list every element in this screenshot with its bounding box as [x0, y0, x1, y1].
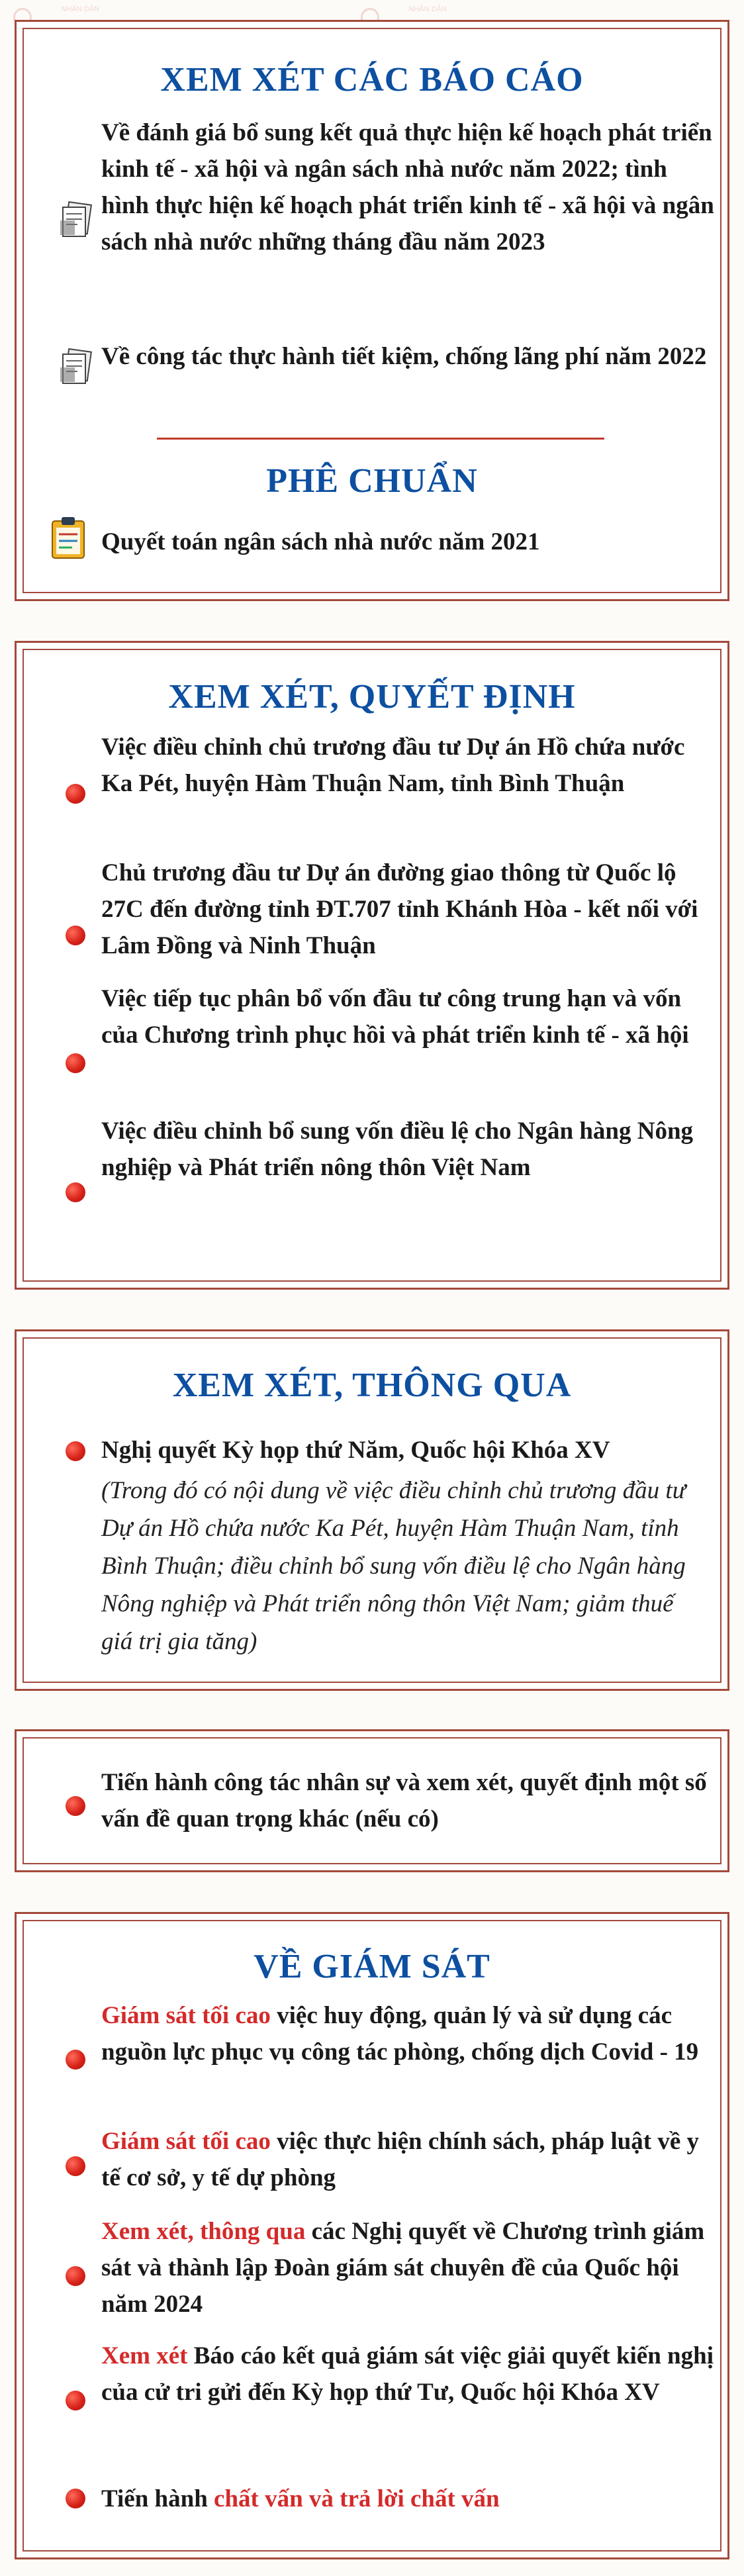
bullet-dot: [66, 1796, 85, 1816]
bullet-dot: [66, 2489, 85, 2508]
approve-item: Quyết toán ngân sách nhà nước năm 2021: [101, 528, 540, 555]
bullet-dot: [66, 1441, 85, 1461]
bullet-dot: [66, 2156, 85, 2176]
supervision-item-4-text: Báo cáo kết quả giám sát việc giải quyết kiến nghị của cử tri gửi đến Kỳ họp thứ Tư, Quốc hội Khóa XV: [101, 2342, 714, 2406]
decide-title: XEM XÉT, QUYẾT ĐỊNH: [168, 678, 576, 716]
decide-section: [15, 641, 729, 1290]
supervision-item-4: [101, 2338, 717, 2410]
supervision-item-1-text: việc huy động, quản lý và sử dụng các nguồn lực phục vụ công tác phòng, chống dịch Covid - 19: [101, 2002, 699, 2066]
watermark-logo: NHÂN DÂN: [13, 5, 99, 32]
bullet-dot: [66, 2050, 85, 2070]
watermark-logo: NHÂN DÂN: [361, 5, 447, 32]
supervision-item-2: [101, 2123, 717, 2196]
section-divider: [157, 438, 604, 440]
decide-item-4: Việc điều chỉnh bổ sung vốn điều lệ cho Ngân hàng Nông nghiệp và Phát triển nông thôn Việt Nam: [101, 1118, 694, 1181]
reports-section: [15, 20, 729, 601]
supervision-item-4-highlight: Xem xét: [101, 2342, 188, 2369]
document-icon: [58, 348, 95, 387]
document-icon: [58, 201, 95, 240]
personnel-item: Tiến hành công tác nhân sự và xem xét, quyết định một số vấn đề quan trọng khác (nếu có): [101, 1769, 707, 1833]
bullet-dot: [66, 784, 85, 804]
report-item-1: Về đánh giá bổ sung kết quả thực hiện kế hoạch phát triển kinh tế - xã hội và ngân sách nhà nước năm 2022; tình hình thực hiện kế hoạch phát triển kinh tế - xã hội và ngân sách nhà nước những tháng đầu năm 2023: [101, 119, 714, 256]
reports-title: XEM XÉT CÁC BÁO CÁO: [160, 61, 584, 99]
supervision-section: [15, 1912, 729, 2559]
supervision-item-3-highlight: Xem xét, thông qua: [101, 2218, 306, 2245]
bullet-dot: [66, 2266, 85, 2286]
supervision-item-3: [101, 2213, 717, 2322]
bullet-dot: [66, 926, 85, 945]
decide-item-2: Chủ trương đầu tư Dự án đường giao thông từ Quốc lộ 27C đến đường tỉnh ĐT.707 tỉnh Khánh Hòa - kết nối với Lâm Đồng và Ninh Thuận: [101, 859, 698, 959]
supervision-item-2-highlight: Giám sát tối cao: [101, 2128, 271, 2155]
pass-title: XEM XÉT, THÔNG QUA: [172, 1366, 572, 1404]
supervision-item-2-text: việc thực hiện chính sách, pháp luật về y tế cơ sở, y tế dự phòng: [101, 2128, 700, 2191]
pass-section: [15, 1329, 729, 1691]
supervision-item-5-text: Tiến hành: [101, 2485, 214, 2512]
clipboard-icon: [50, 516, 87, 559]
report-item-2: Về công tác thực hành tiết kiệm, chống lãng phí năm 2022: [101, 343, 707, 370]
bullet-dot: [66, 2391, 85, 2410]
personnel-section: [15, 1729, 729, 1872]
supervision-item-5: [101, 2481, 717, 2517]
pass-item: Nghị quyết Kỳ họp thứ Năm, Quốc hội Khóa XV: [101, 1437, 610, 1464]
decide-item-1: Việc điều chỉnh chủ trương đầu tư Dự án Hồ chứa nước Ka Pét, huyện Hàm Thuận Nam, tỉnh Bình Thuận: [101, 734, 685, 797]
pass-note: (Trong đó có nội dung về việc điều chỉnh chủ trương đầu tư Dự án Hồ chứa nước Ka Pét, huyện Hàm Thuận Nam, tỉnh Bình Thuận; điều chỉnh bổ sung vốn điều lệ cho Ngân hàng Nông nghiệp và Phát triển nông thôn Việt Nam; giảm thuế giá trị gia tăng): [101, 1477, 686, 1655]
supervision-item-1-highlight: Giám sát tối cao: [101, 2002, 271, 2029]
bullet-dot: [66, 1182, 85, 1202]
bullet-dot: [66, 1053, 85, 1073]
decide-item-3: Việc tiếp tục phân bổ vốn đầu tư công trung hạn và vốn của Chương trình phục hồi và phát triển kinh tế - xã hội: [101, 985, 689, 1049]
supervision-item-1: [101, 1997, 717, 2070]
supervision-item-5-highlight: chất vấn và trả lời chất vấn: [214, 2485, 500, 2512]
supervision-title: VỀ GIÁM SÁT: [254, 1948, 490, 1985]
supervision-item-3-text: các Nghị quyết về Chương trình giám sát và thành lập Đoàn giám sát chuyên đề của Quốc hội năm 2024: [101, 2218, 705, 2318]
approve-title: PHÊ CHUẨN: [266, 462, 478, 500]
